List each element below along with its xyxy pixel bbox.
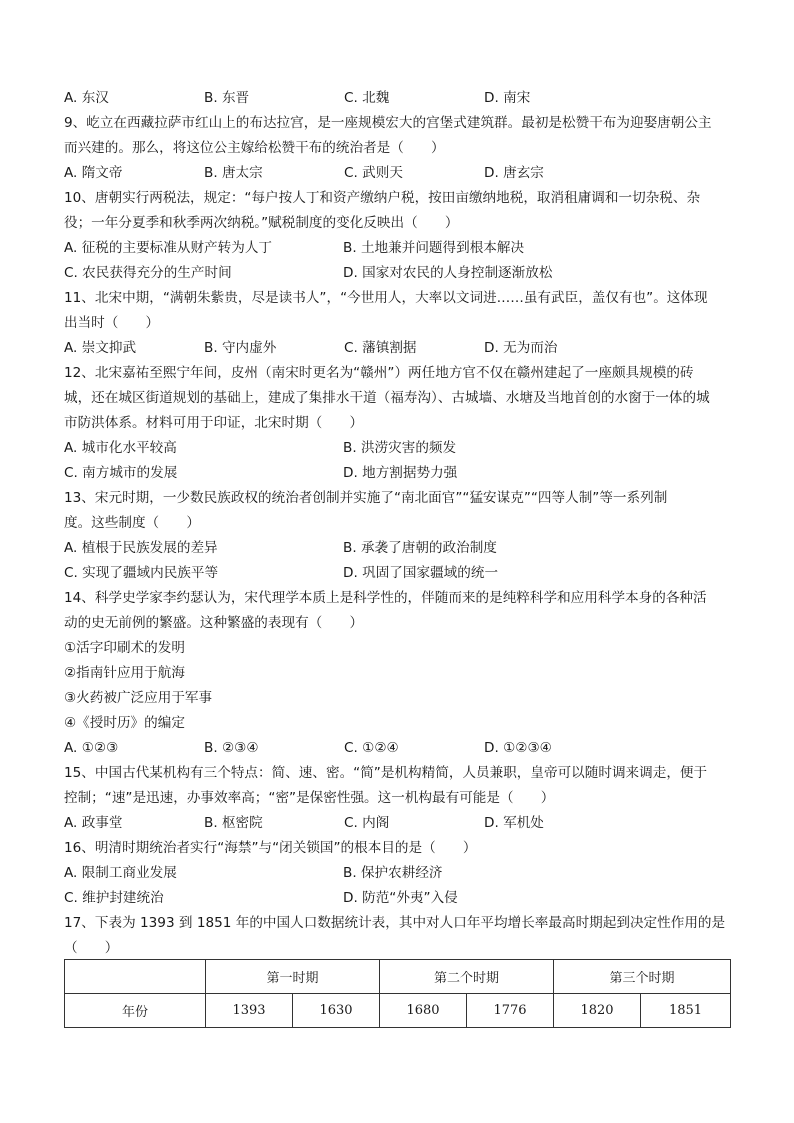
table-row (65, 994, 731, 1028)
q15-option-d[interactable]: D. 军机处 (484, 815, 544, 831)
q8-options (64, 86, 734, 111)
q10-option-b[interactable]: B. 土地兼并问题得到根本解决 (343, 240, 525, 256)
table-header-period-1: 第一时期 (206, 960, 380, 994)
table-cell-year: 1820 (554, 994, 641, 1028)
q13-option-a[interactable]: A. 植根于民族发展的差异 (64, 540, 218, 556)
question-9 (64, 111, 734, 186)
q10-option-a[interactable]: A. 征税的主要标准从财产转为人丁 (64, 240, 273, 256)
exam-page (64, 86, 734, 961)
q14-stem-line: 动的史无前例的繁盛。这种繁盛的表现有（ ） (64, 615, 364, 631)
q9-stem-line: 9、屹立在西藏拉萨市红山上的布达拉宫，是一座规模宏大的宫堡式建筑群。最初是松赞干布为迎娶唐朝公主 (64, 115, 712, 131)
table-cell-year: 1393 (206, 994, 293, 1028)
table-cell-year: 1851 (641, 994, 731, 1028)
table-cell-year: 1630 (293, 994, 380, 1028)
q10-stem-line: 役；一年分夏季和秋季两次纳税。”赋税制度的变化反映出（ ） (64, 215, 459, 231)
q12-stem-line: 城，还在城区街道规划的基础上，建成了集排水干道（福寿沟）、古城墙、水塘及当地首创的水窗于一体的城 (64, 390, 710, 406)
question-12 (64, 361, 734, 486)
q8-option-c[interactable]: C. 北魏 (344, 90, 390, 106)
q15-option-c[interactable]: C. 内阁 (344, 815, 390, 831)
q14-statement-3: ③火药被广泛应用于军事 (64, 690, 213, 706)
q16-stem-line: 16、明清时期统治者实行“海禁”与“闭关锁国”的根本目的是（ ） (64, 840, 477, 856)
q14-statement-4: ④《授时历》的编定 (64, 715, 185, 731)
q16-option-b[interactable]: B. 保护农耕经济 (343, 865, 443, 881)
q12-stem-line: 12、北宋嘉祐至熙宁年间，皮州（南宋时更名为“赣州”）两任地方官不仅在赣州建起了一座颇具规模的砖 (64, 365, 694, 381)
q11-option-c[interactable]: C. 藩镇割据 (344, 340, 417, 356)
q9-stem-line: 而兴建的。那么，将这位公主嫁给松赞干布的统治者是（ ） (64, 140, 445, 156)
q12-option-b[interactable]: B. 洪涝灾害的频发 (343, 440, 457, 456)
q12-option-a[interactable]: A. 城市化水平较高 (64, 440, 177, 456)
q12-option-d[interactable]: D. 地方割据势力强 (343, 465, 458, 481)
question-15 (64, 761, 734, 836)
q12-stem-line: 市防洪体系。材料可用于印证，北宋时期（ ） (64, 415, 364, 431)
table-corner-cell (65, 960, 206, 994)
q14-statement-1: ①活字印刷术的发明 (64, 640, 185, 656)
q10-option-c[interactable]: C. 农民获得充分的生产时间 (64, 265, 232, 281)
q11-option-a[interactable]: A. 崇文抑武 (64, 340, 137, 356)
q15-option-a[interactable]: A. 政事堂 (64, 815, 123, 831)
q10-option-d[interactable]: D. 国家对农民的人身控制逐渐放松 (343, 265, 553, 281)
q14-option-b[interactable]: B. ②③④ (204, 740, 259, 756)
question-11 (64, 286, 734, 361)
table-row-label: 年份 (65, 994, 206, 1028)
q9-option-c[interactable]: C. 武则天 (344, 165, 403, 181)
q14-option-c[interactable]: C. ①②④ (344, 740, 399, 756)
q13-stem-line: 13、宋元时期，一少数民族政权的统治者创制并实施了“南北面官”“猛安谋克”“四等人制”等一系列制 (64, 490, 668, 506)
table-header-row (65, 960, 731, 994)
q16-option-d[interactable]: D. 防范“外夷”入侵 (343, 890, 458, 906)
q10-stem-line: 10、唐朝实行两税法，规定：“每户按人丁和资产缴纳户税，按田亩缴纳地税，取消租庸调和一切杂税、杂 (64, 190, 701, 206)
population-table (64, 959, 731, 1028)
q11-stem-line: 出当时（ ） (64, 315, 160, 331)
q8-option-a[interactable]: A. 东汉 (64, 90, 109, 106)
question-17 (64, 911, 734, 961)
q17-stem-line: 17、下表为 1393 到 1851 年的中国人口数据统计表，其中对人口年平均增长率最高时期起到决定性作用的是 (64, 915, 726, 931)
q11-stem-line: 11、北宋中期，“满朝朱紫贵，尽是读书人”，“今世用人，大率以文词进……虽有武臣，盖仅有也”。这体现 (64, 290, 708, 306)
question-10 (64, 186, 734, 286)
question-16 (64, 836, 734, 911)
q15-stem-line: 控制；“速”是迅速，办事效率高；“密”是保密性强。这一机构最有可能是（ ） (64, 790, 555, 806)
q11-option-b[interactable]: B. 守内虚外 (204, 340, 277, 356)
q8-option-d[interactable]: D. 南宋 (484, 90, 531, 106)
q15-option-b[interactable]: B. 枢密院 (204, 815, 263, 831)
q9-option-b[interactable]: B. 唐太宗 (204, 165, 263, 181)
q11-option-d[interactable]: D. 无为而治 (484, 340, 558, 356)
table-header-period-3: 第三个时期 (554, 960, 731, 994)
q17-stem-line: （ ） (64, 940, 119, 956)
q8-option-b[interactable]: B. 东晋 (204, 90, 250, 106)
q15-stem-line: 15、中国古代某机构有三个特点：简、速、密。“简”是机构精简，人员兼职，皇帝可以随时调来调走，便于 (64, 765, 708, 781)
q13-stem-line: 度。这些制度（ ） (64, 515, 200, 531)
q13-option-b[interactable]: B. 承袭了唐朝的政治制度 (343, 540, 497, 556)
q16-option-c[interactable]: C. 维护封建统治 (64, 890, 164, 906)
q12-option-c[interactable]: C. 南方城市的发展 (64, 465, 178, 481)
table-header-period-2: 第二个时期 (380, 960, 554, 994)
q14-option-d[interactable]: D. ①②③④ (484, 740, 552, 756)
q14-stem-line: 14、科学史学家李约瑟认为，宋代理学本质上是科学性的，伴随而来的是纯粹科学和应用科学本身的各种活 (64, 590, 707, 606)
q13-option-c[interactable]: C. 实现了疆域内民族平等 (64, 565, 219, 581)
q14-option-a[interactable]: A. ①②③ (64, 740, 119, 756)
q9-option-a[interactable]: A. 隋文帝 (64, 165, 123, 181)
q16-option-a[interactable]: A. 限制工商业发展 (64, 865, 177, 881)
question-13 (64, 486, 734, 586)
q9-option-d[interactable]: D. 唐玄宗 (484, 165, 544, 181)
table-cell-year: 1680 (380, 994, 467, 1028)
table-cell-year: 1776 (467, 994, 554, 1028)
q14-statement-2: ②指南针应用于航海 (64, 665, 185, 681)
q13-option-d[interactable]: D. 巩固了国家疆域的统一 (343, 565, 499, 581)
question-14 (64, 586, 734, 761)
